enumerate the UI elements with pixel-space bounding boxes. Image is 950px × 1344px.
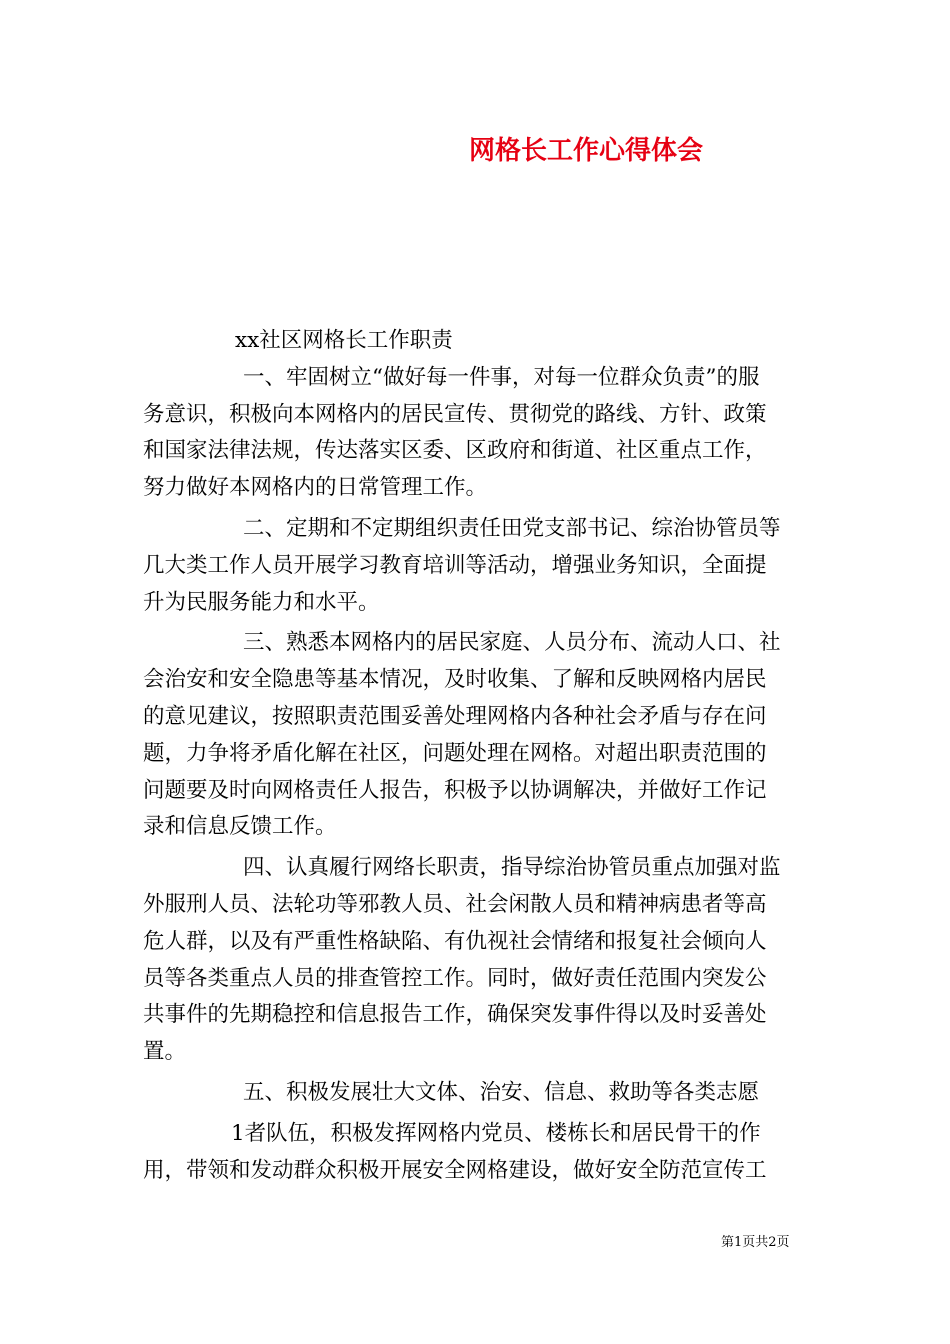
text-line: 外服刑人员、法轮功等邪教人员、社会闲散人员和精神病患者等高: [143, 891, 767, 917]
text-line: 一、牢固树立“做好每一件事，对每一位群众负责”的服: [243, 364, 760, 390]
text-line: 问题要及时向网格责任人报告，积极予以协调解决，并做好工作记: [143, 777, 767, 803]
text-line: 五、积极发展壮大文体、治安、信息、救助等各类志愿: [243, 1079, 760, 1105]
document-title: 网格长工作心得体会: [469, 136, 704, 166]
paragraph-duty-3: [143, 625, 807, 846]
text-line: 题，力争将矛盾化解在社区，问题处理在网格。对超出职责范围的: [143, 740, 767, 766]
paragraph-duty-5: [143, 1075, 807, 1112]
text-line: 务意识，积极向本网格内的居民宣传、贯彻党的路线、方针、政策: [143, 401, 767, 427]
paragraph-duty-2: [143, 511, 807, 621]
document-body: [143, 323, 807, 1189]
text-line: 员等各类重点人员的排查管控工作。同时，做好责任范围内突发公: [143, 965, 767, 991]
text-line: 努力做好本网格内的日常管理工作。: [143, 475, 488, 501]
text-line: 三、熟悉本网格内的居民家庭、人员分布、流动人口、社: [243, 630, 781, 656]
text-line: 几大类工作人员开展学习教育培训等活动，增强业务知识，全面提: [143, 552, 767, 578]
text-line: 录和信息反馈工作。: [143, 814, 337, 840]
paragraph-duty-5-continued: [143, 1116, 807, 1190]
text-line: 用，带领和发动群众积极开展安全网格建设，做好安全防范宣传工: [143, 1157, 767, 1183]
text-line: 和国家法律法规，传达落实区委、区政府和街道、社区重点工作，: [143, 438, 767, 464]
text-line: 四、认真履行网络长职责，指导综治协管员重点加强对监: [243, 855, 781, 881]
text-line: 会治安和安全隐患等基本情况，及时收集、了解和反映网格内居民: [143, 667, 767, 693]
paragraph-duty-1: [143, 360, 807, 507]
text-line: 危人群，以及有严重性格缺陷、有仇视社会情绪和报复社会倾向人: [143, 928, 767, 954]
page-number: 第1页共2页: [721, 1235, 790, 1250]
paragraph-duty-4: [143, 850, 807, 1071]
text-line: 1者队伍，积极发挥网格内党员、楼栋长和居民骨干的作: [231, 1120, 761, 1146]
section-heading: xx社区网格长工作职责: [235, 328, 453, 353]
text-line: 升为民服务能力和水平。: [143, 589, 380, 615]
text-line: 共事件的先期稳控和信息报告工作，确保突发事件得以及时妥善处: [143, 1002, 767, 1028]
text-line: 置。: [143, 1039, 187, 1065]
text-line: 二、定期和不定期组织责任田党支部书记、综治协管员等: [243, 515, 781, 541]
text-line: 的意见建议，按照职责范围妥善处理网格内各种社会矛盾与存在问: [143, 703, 767, 729]
